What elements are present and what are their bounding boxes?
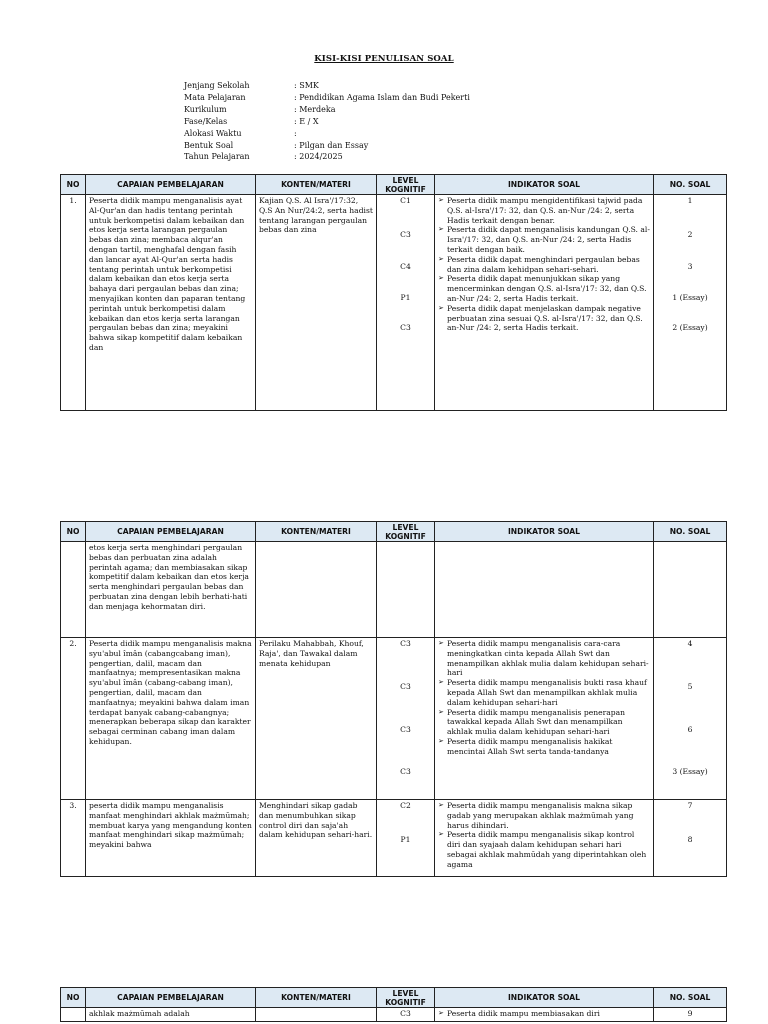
- indikator-cell: [435, 800, 654, 877]
- header-no-soal: NO. SOAL: [654, 522, 727, 542]
- meta-label: Tahun Pelajaran: [184, 152, 250, 162]
- indikator-text: Peserta didik mampu menganalisis sikap kontrol diri dan syajaah dalam kehidupan sehari hari sebagai akhlak mahmūdah yang diperintahkan oleh agama: [447, 830, 647, 869]
- meta-value: : E / X: [294, 116, 319, 126]
- table-row: [61, 542, 727, 638]
- indikator-text: Peserta didik mampu mengidentifikasi tajwid pada Q.S. al-Isra'/17: 32, dan Q.S. an-Nur /24: 2, serta Hadis terkait dengan benar.: [447, 196, 643, 225]
- no-soal-cell: [654, 542, 727, 638]
- level-value: C3: [400, 639, 411, 648]
- meta-row: [184, 104, 470, 116]
- meta-label: Mata Pelajaran: [184, 92, 246, 102]
- row-number: [61, 1008, 86, 1022]
- capaian-cell: Peserta didik mampu menganalisis ayat Al-Qur'an dan hadis tentang perintah untuk berkompetisi dalam kebaikan dan etos kerja serta larangan pergaulan bebas dan zina; membaca alqur'an dengan tartil, menghafal dengan fasih dan lancar ayat Al-Qur'an serta hadis tentang perintah untuk berkompetisi dalam kebaikan dan etos kerja serta bahaya dari pergaulan bebas dan zina; menyajikan konten dan paparan tentang perintah untuk berkompetisi dalam kebaikan dan etos kerja serta larangan pergaulan bebas dan zina; meyakini bahwa sikap kompetitif dalam kebaikan dan: [86, 195, 256, 411]
- indikator-text: Peserta didik mampu membiasakan diri: [447, 1009, 600, 1018]
- table-row: [61, 195, 727, 411]
- arrow-bullet-icon: ➢: [438, 303, 444, 312]
- level-cell: [377, 542, 435, 638]
- arrow-bullet-icon: ➢: [438, 254, 444, 263]
- header-level: LEVEL KOGNITIF: [377, 175, 435, 195]
- indikator-item: [438, 639, 650, 678]
- capaian-cell: akhlak mażmūmah adalah: [86, 1008, 256, 1022]
- no-soal-cell: [654, 800, 727, 877]
- meta-value: : 2024/2025: [294, 152, 343, 162]
- indikator-text: Peserta didik mampu menganalisis penerapan tawakkal kepada Allah Swt dan menampilkan akhlak mulia dalam kehidupan sehari-hari: [447, 707, 626, 737]
- meta-row: [184, 80, 470, 92]
- level-value: C3: [400, 724, 411, 734]
- header-no: NO: [61, 522, 86, 542]
- meta-value: : SMK: [294, 81, 319, 90]
- no-soal-value: 3: [687, 261, 693, 271]
- level-value: P1: [400, 834, 411, 844]
- indikator-item: [438, 255, 650, 275]
- no-soal-value: 4: [687, 639, 693, 648]
- meta-value: : Pilgan dan Essay: [294, 140, 369, 150]
- no-soal-value: 7: [687, 801, 693, 810]
- kisi-table-2: [60, 521, 727, 877]
- level-value: C3: [400, 229, 411, 239]
- capaian-cell: Peserta didik mampu menganalisis makna syu'abul îmân (cabangcabang iman), pengertian, dalil, macam dan manfaatnya; mempresentasikan makna syu'abul îmân (cabang-cabang iman), pengertian, dalil, macam dan manfaatnya; meyakini bahwa dalam iman terdapat banyak cabang-cabangnya; menerapkan beberapa sikap dan karakter sebagai cerminan cabang iman dalam kehidupan.: [86, 638, 256, 800]
- indikator-item: [438, 830, 650, 869]
- no-soal-value: 2 (Essay): [672, 323, 708, 333]
- indikator-text: Peserta didik mampu menganalisis makna sikap gadab yang merupakan akhlak mażmūmah yang harus dihindari.: [447, 801, 634, 830]
- level-value: C2: [400, 801, 411, 810]
- table-header: [61, 522, 727, 542]
- no-soal-value: 2: [687, 229, 693, 239]
- indikator-cell: [435, 1008, 654, 1022]
- indikator-text: Peserta didik mampu menganalisis bukti rasa khauf kepada Allah Swt dan menampilkan akhlak mulia dalam kehidupan sehari-hari: [447, 678, 647, 707]
- header-konten: KONTEN/MATERI: [256, 988, 377, 1008]
- level-cell: [377, 195, 435, 411]
- meta-row: [184, 116, 470, 128]
- meta-label: Alokasi Waktu: [184, 128, 242, 138]
- no-soal-value: 1 (Essay): [672, 293, 708, 303]
- konten-cell: Kajian Q.S. Al Isra'/17:32, Q.S An Nur/24:2, serta hadist tentang larangan pergaulan bebas dan zina: [256, 195, 377, 411]
- meta-label: Bentuk Soal: [184, 140, 234, 150]
- meta-label: Jenjang Sekolah: [184, 81, 250, 90]
- document-title: KISI-KISI PENULISAN SOAL: [314, 54, 454, 64]
- no-soal-cell: [654, 638, 727, 800]
- header-no-soal: NO. SOAL: [654, 175, 727, 195]
- indikator-text: Peserta didik dapat menghindari pergaulan bebas dan zina dalam kehidpan sehari-sehari.: [447, 254, 640, 274]
- level-value: C3: [400, 323, 411, 333]
- header-indikator: INDIKATOR SOAL: [435, 175, 654, 195]
- indikator-cell: [435, 542, 654, 638]
- meta-value: : Merdeka: [294, 104, 336, 114]
- konten-cell: Perilaku Mahabbah, Khouf, Raja', dan Tawakal dalam menata kehidupan: [256, 638, 377, 800]
- indikator-text: Peserta didik dapat menganalisis kandungan Q.S. al-Isra'/17: 32, dan Q.S. an-Nur /24: 2, serta Hadis terkait dengan baik.: [447, 225, 650, 254]
- konten-cell: [256, 542, 377, 638]
- arrow-bullet-icon: ➢: [438, 830, 444, 839]
- arrow-bullet-icon: ➢: [438, 707, 444, 716]
- table-header: [61, 175, 727, 195]
- arrow-bullet-icon: ➢: [438, 225, 444, 234]
- indikator-item: [438, 737, 650, 757]
- meta-row: [184, 92, 470, 104]
- arrow-bullet-icon: ➢: [438, 639, 444, 647]
- header-capaian: CAPAIAN PEMBELAJARAN: [86, 175, 256, 195]
- indikator-text: Peserta didik dapat menjelaskan dampak negative perbuatan zina sesuai Q.S. al-Isra'/17: 32, dan Q.S. an-Nur /24: 2, serta Hadis terkait.: [447, 303, 643, 333]
- indikator-item: [438, 225, 650, 254]
- no-soal-cell: 9: [654, 1008, 727, 1022]
- level-value: C3: [400, 681, 411, 691]
- level-cell: [377, 638, 435, 800]
- indikator-text: Peserta didik mampu menganalisis hakikat mencintai Allah Swt serta tanda-tandanya: [447, 736, 613, 756]
- meta-row: [184, 151, 470, 163]
- konten-cell: Menghindari sikap gadab dan menumbuhkan sikap control diri dan saja'ah dalam kehidupan sehari-hari.: [256, 800, 377, 877]
- level-value: C4: [400, 261, 411, 271]
- capaian-cell: peserta didik mampu menganalisis manfaat menghindari akhlak mażmūmah; membuat karya yang mengandung konten manfaat menghindari sikap mażmūmah; meyakini bahwa: [86, 800, 256, 877]
- level-value: P1: [400, 293, 411, 303]
- no-soal-value: 1: [687, 196, 693, 205]
- document-meta: [184, 80, 470, 163]
- header-konten: KONTEN/MATERI: [256, 175, 377, 195]
- indikator-text: Peserta didik dapat menunjukkan sikap yang mencerminkan dengan Q.S. al-Isra'/17: 32, dan Q.S. an-Nur /24: 2, serta Hadis terkait.: [447, 274, 647, 303]
- arrow-bullet-icon: ➢: [438, 736, 444, 745]
- header-level: LEVEL KOGNITIF: [377, 522, 435, 542]
- arrow-bullet-icon: ➢: [438, 678, 444, 687]
- header-konten: KONTEN/MATERI: [256, 522, 377, 542]
- row-number: 3.: [61, 800, 86, 877]
- meta-label: Fase/Kelas: [184, 116, 228, 126]
- konten-cell: [256, 1008, 377, 1022]
- meta-value: : Pendidikan Agama Islam dan Budi Pekerti: [294, 92, 470, 102]
- capaian-cell: etos kerja serta menghindari pergaulan bebas dan perbuatan zina adalah perintah agama; dan membiasakan sikap kompetitif dalam kebaikan dan etos kerja serta menghindari pergaulan bebas dan perbuatan zina dengan lebih berhati-hati dan menjaga kehormatan diri.: [86, 542, 256, 638]
- header-indikator: INDIKATOR SOAL: [435, 522, 654, 542]
- indikator-cell: [435, 638, 654, 800]
- row-number: 2.: [61, 638, 86, 800]
- header-indikator: INDIKATOR SOAL: [435, 988, 654, 1008]
- meta-value: :: [294, 128, 297, 138]
- indikator-item: [438, 678, 650, 707]
- level-cell: [377, 800, 435, 877]
- header-level: LEVEL KOGNITIF: [377, 988, 435, 1008]
- kisi-table-3: [60, 987, 727, 1022]
- no-soal-cell: [654, 195, 727, 411]
- table-row: [61, 800, 727, 877]
- header-no: NO: [61, 988, 86, 1008]
- level-value: C3: [400, 767, 411, 777]
- kisi-table-1: [60, 174, 727, 411]
- meta-label: Kurikulum: [184, 104, 227, 114]
- row-number: 1.: [61, 195, 86, 411]
- no-soal-value: 5: [687, 681, 693, 691]
- arrow-bullet-icon: ➢: [438, 274, 444, 283]
- table-header: [61, 988, 727, 1008]
- level-cell: C3: [377, 1008, 435, 1022]
- header-capaian: CAPAIAN PEMBELAJARAN: [86, 988, 256, 1008]
- indikator-item: [438, 801, 650, 830]
- no-soal-value: 8: [687, 834, 693, 844]
- header-no-soal: NO. SOAL: [654, 988, 727, 1008]
- arrow-bullet-icon: ➢: [438, 196, 444, 204]
- indikator-text: Peserta didik mampu menganalisis cara-cara meningkatkan cinta kepada Allah Swt dan menampilkan akhlak mulia dalam kehidupan sehari-hari: [447, 639, 649, 678]
- arrow-bullet-icon: ➢: [438, 1009, 444, 1017]
- meta-row: [184, 128, 470, 140]
- indikator-cell: [435, 195, 654, 411]
- indikator-item: [438, 304, 650, 333]
- row-number: [61, 542, 86, 638]
- table-row: [61, 1008, 727, 1022]
- no-soal-value: 3 (Essay): [672, 767, 708, 777]
- indikator-item: [438, 708, 650, 737]
- table-row: [61, 638, 727, 800]
- meta-row: [184, 140, 470, 152]
- indikator-item: [438, 196, 650, 225]
- header-capaian: CAPAIAN PEMBELAJARAN: [86, 522, 256, 542]
- indikator-item: [438, 1009, 650, 1019]
- no-soal-value: 6: [687, 724, 693, 734]
- level-value: C1: [400, 196, 411, 205]
- arrow-bullet-icon: ➢: [438, 801, 444, 809]
- header-no: NO: [61, 175, 86, 195]
- indikator-item: [438, 274, 650, 303]
